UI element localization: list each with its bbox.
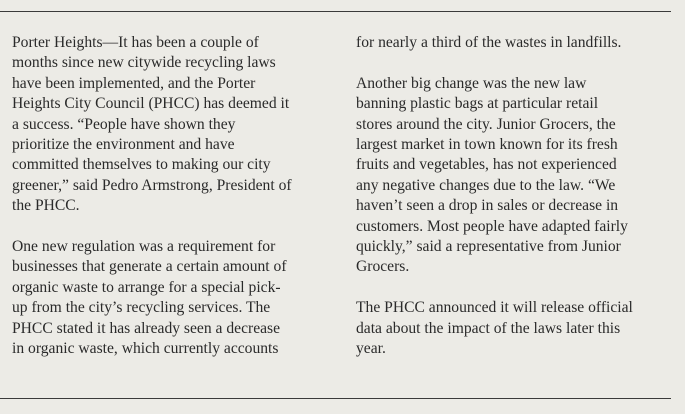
- text-line: Another big change was the new law: [356, 74, 587, 92]
- text-line: in organic waste, which currently accounts: [12, 340, 279, 358]
- text-line: prioritize the environment and have: [12, 136, 235, 154]
- text-line: a success. “People have shown they: [12, 115, 236, 133]
- text-line: customers. Most people have adapted fairly: [356, 217, 628, 235]
- article-right-column: [356, 33, 670, 359]
- text-line: The PHCC announced it will release official: [356, 299, 633, 317]
- text-line: organic waste to arrange for a special pick-: [12, 278, 281, 296]
- text-line: haven’t seen a drop in sales or decrease in: [356, 197, 619, 215]
- text-line: up from the city’s recycling services. The: [12, 299, 271, 317]
- text-line: data about the impact of the laws later this: [356, 319, 621, 337]
- text-line: greener,” said Pedro Armstrong, President of: [12, 176, 292, 194]
- bottom-rule: [0, 398, 671, 399]
- text-line: have been implemented, and the Porter: [12, 74, 256, 92]
- text-line: months since new citywide recycling laws: [12, 54, 276, 72]
- text-line: One new regulation was a requirement for: [12, 238, 276, 256]
- text-line: Porter Heights—It has been a couple of: [12, 34, 259, 51]
- text-line: for nearly a third of the wastes in landfills.: [356, 34, 622, 51]
- text-line: Grocers.: [356, 258, 410, 276]
- article-left-column: [12, 33, 330, 359]
- paragraph-organic-waste: [12, 237, 330, 359]
- text-line: committed themselves to making our city: [12, 156, 271, 174]
- text-line: quickly,” said a representative from Junior: [356, 238, 621, 256]
- text-line: PHCC stated it has already seen a decrease: [12, 319, 281, 337]
- paragraph-intro: [12, 33, 330, 217]
- text-line: banning plastic bags at particular retail: [356, 95, 599, 113]
- text-line: Heights City Council (PHCC) has deemed it: [12, 95, 290, 113]
- text-line: the PHCC.: [12, 197, 80, 215]
- paragraph-official-data: [356, 298, 670, 359]
- paragraph-plastic-bags: [356, 74, 670, 278]
- text-line: largest market in town known for its fresh: [356, 136, 618, 154]
- text-line: fruits and vegetables, has not experienced: [356, 156, 617, 174]
- text-line: businesses that generate a certain amount of: [12, 258, 287, 276]
- text-line: any negative changes due to the law. “We: [356, 176, 616, 194]
- text-line: stores around the city. Junior Grocers, the: [356, 115, 616, 133]
- paragraph-continuation: [356, 33, 670, 53]
- text-line: year.: [356, 340, 386, 358]
- top-rule: [0, 11, 671, 12]
